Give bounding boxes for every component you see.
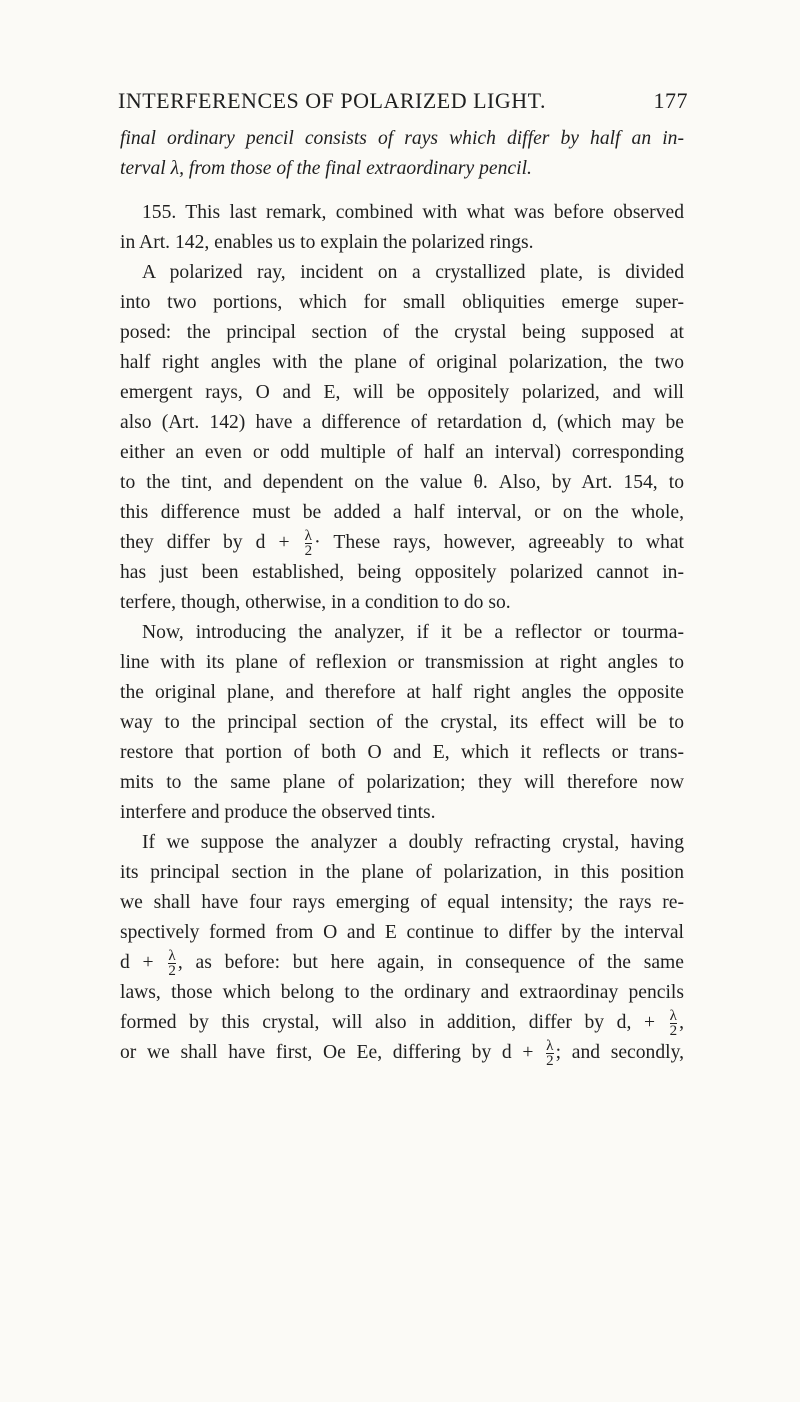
text-line: into two portions, which for small obliquities emerge super- (120, 292, 684, 313)
text-line: way to the principal section of the crystal, its effect will be to (120, 712, 684, 733)
running-header (118, 88, 688, 114)
text-line: the original plane, and therefore at half right angles the opposite (120, 682, 684, 703)
text-line-with-fraction (120, 948, 684, 978)
text-segment: , as before: but here again, in consequence of the same (177, 952, 684, 973)
text-line: emergent rays, O and E, will be oppositely polarized, and will (120, 382, 684, 403)
text-line: If we suppose the analyzer a doubly refracting crystal, having (142, 832, 684, 853)
text-segment: d + (120, 952, 167, 973)
fraction-numerator: λ (304, 528, 312, 544)
fraction-lambda-over-2 (305, 529, 313, 558)
text-line: terval λ, from those of the final extraordinary pencil. (120, 158, 532, 179)
text-line: Now, introducing the analyzer, if it be a reflector or tourma- (142, 622, 684, 643)
fraction-denominator: 2 (168, 963, 176, 979)
text-line: line with its plane of reflexion or transmission at right angles to (120, 652, 684, 673)
text-line: restore that portion of both O and E, which it reflects or trans- (120, 742, 684, 763)
text-line: has just been established, being oppositely polarized cannot in- (120, 562, 684, 583)
fraction-lambda-over-2 (670, 1009, 678, 1038)
text-line: we shall have four rays emerging of equal intensity; the rays re- (120, 892, 684, 913)
text-line: 155. This last remark, combined with what was before observed (142, 202, 684, 223)
text-line: in Art. 142, enables us to explain the polarized rings. (120, 232, 534, 253)
text-line: half right angles with the plane of original polarization, the two (120, 352, 684, 373)
text-line: also (Art. 142) have a difference of retardation d, (which may be (120, 412, 684, 433)
text-segment: or we shall have first, Oe Ee, differing by d + (120, 1042, 545, 1063)
text-line: either an even or odd multiple of half an interval) corresponding (120, 442, 684, 463)
text-line: laws, those which belong to the ordinary and extraordinay pencils (120, 982, 684, 1003)
text-line: its principal section in the plane of polarization, in this position (120, 862, 684, 883)
text-line: mits to the same plane of polarization; they will therefore now (120, 772, 684, 793)
fraction-lambda-over-2 (546, 1039, 554, 1068)
fraction-numerator: λ (669, 1008, 677, 1024)
text-line: posed: the principal section of the crystal being supposed at (120, 322, 684, 343)
fraction-numerator: λ (546, 1038, 554, 1054)
text-line-with-fraction (120, 1008, 684, 1038)
running-title: INTERFERENCES OF POLARIZED LIGHT. (118, 88, 546, 113)
text-segment: they differ by d + (120, 532, 303, 553)
text-line: to the tint, and dependent on the value θ. Also, by Art. 154, to (120, 472, 684, 493)
fraction-lambda-over-2 (168, 949, 176, 978)
text-line-with-fraction (120, 1038, 684, 1068)
fraction-denominator: 2 (669, 1023, 678, 1039)
text-segment: , (679, 1012, 684, 1033)
text-line: final ordinary pencil consists of rays which differ by half an in- (120, 128, 684, 149)
text-line: this difference must be added a half interval, or on the whole, (120, 502, 684, 523)
text-line: spectively formed from O and E continue to differ by the interval (120, 922, 684, 943)
text-line: A polarized ray, incident on a crystallized plate, is divided (142, 262, 684, 283)
fraction-denominator: 2 (546, 1053, 554, 1069)
text-line-with-fraction (120, 528, 684, 558)
text-line: interfere and produce the observed tints. (120, 802, 436, 823)
text-segment: · These rays, however, agreeably to what (314, 532, 685, 553)
text-segment: formed by this crystal, will also in addition, differ by d, + (120, 1012, 668, 1033)
text-line: terfere, though, otherwise, in a condition to do so. (120, 592, 511, 613)
page-number: 177 (653, 88, 688, 113)
fraction-numerator: λ (168, 948, 176, 964)
text-segment: ; and secondly, (555, 1042, 684, 1063)
body-text (120, 124, 684, 1068)
fraction-denominator: 2 (304, 543, 313, 559)
